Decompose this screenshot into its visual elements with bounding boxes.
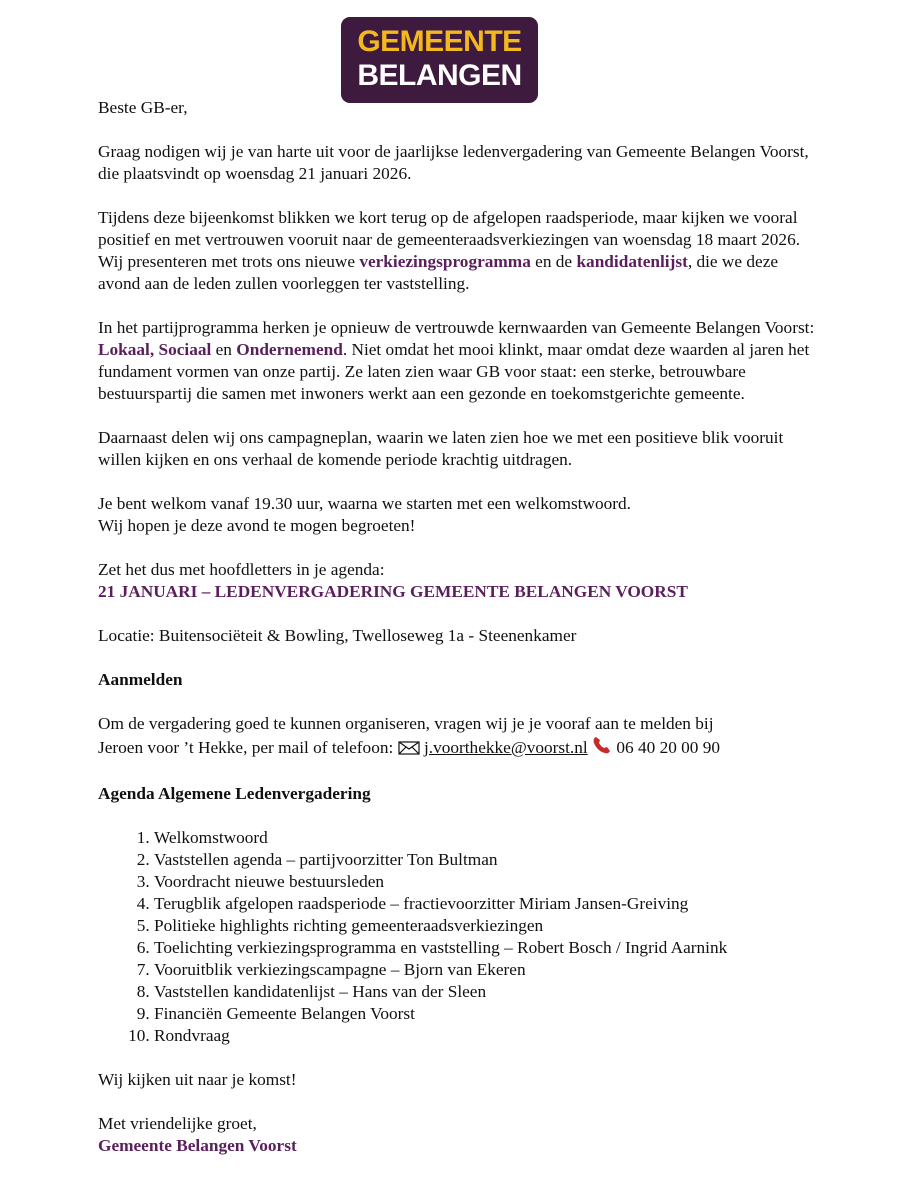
paragraph-program: Wij presenteren met trots ons nieuwe verkiezingsprogramma en de kandidatenlijst, die we deze avond aan de leden zullen voorleggen ter vaststelling. — [98, 252, 779, 293]
agenda-item: 10. Rondvraag — [154, 1025, 818, 1047]
agenda-item: 4. Terugblik afgelopen raadsperiode – fractievoorzitter Miriam Jansen-Greiving — [154, 893, 818, 915]
agenda-item: 6. Toelichting verkiezingsprogramma en vaststelling – Robert Bosch / Ingrid Aarnink — [154, 937, 818, 959]
highlight-lokaal-sociaal: Lokaal, Sociaal — [98, 340, 212, 359]
signup-contact-line — [98, 735, 818, 761]
signup-text: Om de vergadering goed te kunnen organiseren, vragen wij je je vooraf aan te melden bij — [98, 714, 714, 733]
highlight-kandidatenlijst: kandidatenlijst — [576, 252, 688, 271]
agenda-item: 8. Vaststellen kandidatenlijst – Hans van der Sleen — [154, 981, 818, 1003]
agenda-item: 9. Financiën Gemeente Belangen Voorst — [154, 1003, 818, 1025]
paragraph-core-values: In het partijprogramma herken je opnieuw de vertrouwde kernwaarden van Gemeente Belangen Voorst: Lokaal, Sociaal en Ondernemend. Niet omdat het mooi klinkt, maar omdat deze waarden al jaren het fundament vormen van onze partij. Ze laten zien waar GB voor staat: een sterke, betrouwbare bestuurspartij die samen met inwoners werkt aan een gezonde en toekomstgerichte gemeente. — [98, 318, 815, 403]
letter-body — [98, 97, 818, 1157]
agenda-item: 1. Welkomstwoord — [154, 827, 818, 849]
welcome-time: Je bent welkom vanaf 19.30 uur, waarna we starten met een welkomstwoord. — [98, 494, 631, 513]
phone-icon — [592, 735, 612, 761]
phone-number[interactable]: 06 40 20 00 90 — [616, 738, 721, 757]
paragraph-invitation: Graag nodigen wij je van harte uit voor de jaarlijkse ledenvergadering van Gemeente Belangen Voorst, die plaatsvindt op woensdag 21 januari 2026. — [98, 142, 809, 183]
agenda-list — [98, 827, 818, 1047]
signup-contact-name: Jeroen voor ’t Hekke, per mail of telefoon: — [98, 738, 394, 757]
agenda-item: 7. Vooruitblik verkiezingscampagne – Bjorn van Ekeren — [154, 959, 818, 981]
agenda-item: 5. Politieke highlights richting gemeenteraadsverkiezingen — [154, 915, 818, 937]
closing-line: Wij kijken uit naar je komst! — [98, 1070, 297, 1089]
highlight-verkiezingsprogramma: verkiezingsprogramma — [359, 252, 531, 271]
agenda-heading: Agenda Algemene Ledenvergadering — [98, 784, 371, 803]
paragraph-campaign: Daarnaast delen wij ons campagneplan, waarin we laten zien hoe we met een positieve blik vooruit willen kijken en ons verhaal de komende periode krachtig uitdragen. — [98, 428, 784, 469]
agenda-item: 2. Vaststellen agenda – partijvoorzitter Ton Bultman — [154, 849, 818, 871]
envelope-icon — [398, 739, 420, 761]
agenda-note: Zet het dus met hoofdletters in je agenda: — [98, 560, 385, 579]
logo-line-2: BELANGEN — [357, 59, 522, 92]
signature: Gemeente Belangen Voorst — [98, 1136, 297, 1155]
location: Locatie: Buitensociëteit & Bowling, Twelloseweg 1a - Steenenkamer — [98, 626, 577, 645]
highlight-ondernemend: Ondernemend — [236, 340, 343, 359]
welcome-hope: Wij hopen je deze avond te mogen begroeten! — [98, 516, 416, 535]
agenda-headline: 21 JANUARI – LEDENVERGADERING GEMEENTE BELANGEN VOORST — [98, 582, 688, 601]
paragraph-meeting-intro: Tijdens deze bijeenkomst blikken we kort terug op de afgelopen raadsperiode, maar kijken we vooral positief en met vertrouwen vooruit naar de gemeenteraadsverkiezingen van woensdag 18 maart 2026. — [98, 208, 801, 249]
logo-line-1: GEMEENTE — [357, 25, 522, 58]
signup-heading: Aanmelden — [98, 670, 183, 689]
regards: Met vriendelijke groet, — [98, 1114, 257, 1133]
email-link[interactable]: j.voorthekke@voorst.nl — [423, 738, 588, 757]
agenda-item: 3. Voordracht nieuwe bestuursleden — [154, 871, 818, 893]
gemeente-belangen-logo — [341, 17, 538, 103]
salutation: Beste GB-er, — [98, 98, 188, 117]
